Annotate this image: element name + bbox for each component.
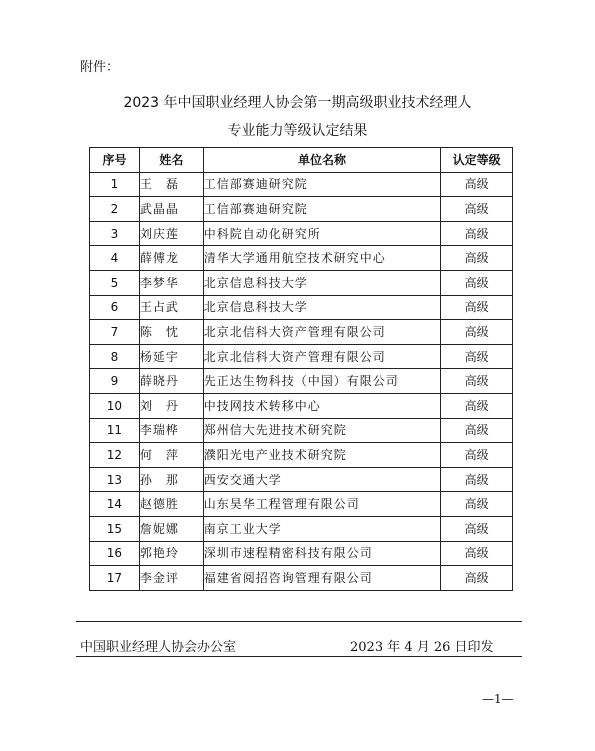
header-no: 序号: [90, 148, 140, 173]
row-level: 高级: [441, 270, 513, 295]
row-number: 12: [90, 443, 140, 468]
document-subtitle: 专业能力等级认定结果: [227, 123, 368, 139]
row-name: 薛傅龙: [139, 246, 203, 271]
row-unit: 深圳市速程精密科技有限公司: [203, 541, 440, 566]
issuing-office: 中国职业经理人协会办公室: [80, 640, 237, 655]
table-row: [90, 320, 513, 345]
row-number: 7: [90, 320, 140, 345]
row-unit: 北京北信科大资产管理有限公司: [203, 320, 440, 345]
issue-date: 2023 年 4 月 26 日印发: [350, 640, 494, 655]
row-level: 高级: [441, 418, 513, 443]
row-number: 16: [90, 541, 140, 566]
header-unit: 单位名称: [203, 148, 440, 173]
row-number: 5: [90, 270, 140, 295]
row-level: 高级: [441, 467, 513, 492]
row-unit: 中技网技术转移中心: [203, 393, 440, 418]
header-name: 姓名: [139, 148, 203, 173]
table-row: [90, 566, 513, 591]
table-row: [90, 197, 513, 222]
row-level: 高级: [441, 393, 513, 418]
row-number: 3: [90, 221, 140, 246]
row-number: 9: [90, 369, 140, 394]
table-row: [90, 344, 513, 369]
row-level: 高级: [441, 369, 513, 394]
row-level: 高级: [441, 197, 513, 222]
row-unit: 濮阳光电产业技术研究院: [203, 443, 440, 468]
row-name: 何 萍: [139, 443, 203, 468]
row-name: 薛晓丹: [139, 369, 203, 394]
row-unit: 山东昊华工程管理有限公司: [203, 492, 440, 517]
row-name: 武晶晶: [139, 197, 203, 222]
row-unit: 南京工业大学: [203, 516, 440, 541]
row-name: 杨延宇: [139, 344, 203, 369]
results-table: [89, 147, 513, 591]
table-row: [90, 541, 513, 566]
row-level: 高级: [441, 344, 513, 369]
row-number: 4: [90, 246, 140, 271]
table-row: [90, 270, 513, 295]
table-row: [90, 369, 513, 394]
row-number: 2: [90, 197, 140, 222]
page-number: —1—: [482, 692, 514, 706]
row-name: 王占武: [139, 295, 203, 320]
row-name: 孙 那: [139, 467, 203, 492]
row-unit: 中科院自动化研究所: [203, 221, 440, 246]
row-unit: 工信部赛迪研究院: [203, 197, 440, 222]
row-level: 高级: [441, 172, 513, 197]
row-unit: 福建省阅招咨询管理有限公司: [203, 566, 440, 591]
row-name: 李梦华: [139, 270, 203, 295]
row-name: 刘 丹: [139, 393, 203, 418]
row-unit: 北京信息科技大学: [203, 295, 440, 320]
row-level: 高级: [441, 320, 513, 345]
row-name: 李瑞桦: [139, 418, 203, 443]
document-title: 2023 年中国职业经理人协会第一期高级职业技术经理人: [123, 95, 472, 111]
table-row: [90, 246, 513, 271]
row-name: 刘庆莲: [139, 221, 203, 246]
row-unit: 郑州信大先进技术研究院: [203, 418, 440, 443]
row-number: 1: [90, 172, 140, 197]
row-name: 王 磊: [139, 172, 203, 197]
row-number: 17: [90, 566, 140, 591]
row-number: 10: [90, 393, 140, 418]
row-level: 高级: [441, 295, 513, 320]
row-number: 11: [90, 418, 140, 443]
row-unit: 先正达生物科技（中国）有限公司: [203, 369, 440, 394]
row-level: 高级: [441, 566, 513, 591]
table-row: [90, 492, 513, 517]
table-row: [90, 418, 513, 443]
row-unit: 北京信息科技大学: [203, 270, 440, 295]
table-row: [90, 467, 513, 492]
row-name: 陈 忱: [139, 320, 203, 345]
table-row: [90, 393, 513, 418]
row-unit: 工信部赛迪研究院: [203, 172, 440, 197]
row-name: 詹妮娜: [139, 516, 203, 541]
header-level: 认定等级: [441, 148, 513, 173]
table-row: [90, 172, 513, 197]
row-unit: 清华大学通用航空技术研究中心: [203, 246, 440, 271]
table-row: [90, 516, 513, 541]
row-level: 高级: [441, 516, 513, 541]
footer-top-rule: [76, 621, 522, 622]
row-name: 李金评: [139, 566, 203, 591]
footer-bottom-rule: [76, 656, 522, 657]
row-number: 14: [90, 492, 140, 517]
row-level: 高级: [441, 443, 513, 468]
row-level: 高级: [441, 221, 513, 246]
table-row: [90, 295, 513, 320]
table-row: [90, 221, 513, 246]
attachment-label: 附件：: [80, 60, 120, 75]
table-header-row: [90, 148, 513, 173]
row-number: 13: [90, 467, 140, 492]
row-name: 赵德胜: [139, 492, 203, 517]
row-unit: 西安交通大学: [203, 467, 440, 492]
row-level: 高级: [441, 492, 513, 517]
row-number: 15: [90, 516, 140, 541]
row-level: 高级: [441, 541, 513, 566]
row-unit: 北京北信科大资产管理有限公司: [203, 344, 440, 369]
row-name: 郭艳玲: [139, 541, 203, 566]
row-number: 6: [90, 295, 140, 320]
row-level: 高级: [441, 246, 513, 271]
table-row: [90, 443, 513, 468]
row-number: 8: [90, 344, 140, 369]
